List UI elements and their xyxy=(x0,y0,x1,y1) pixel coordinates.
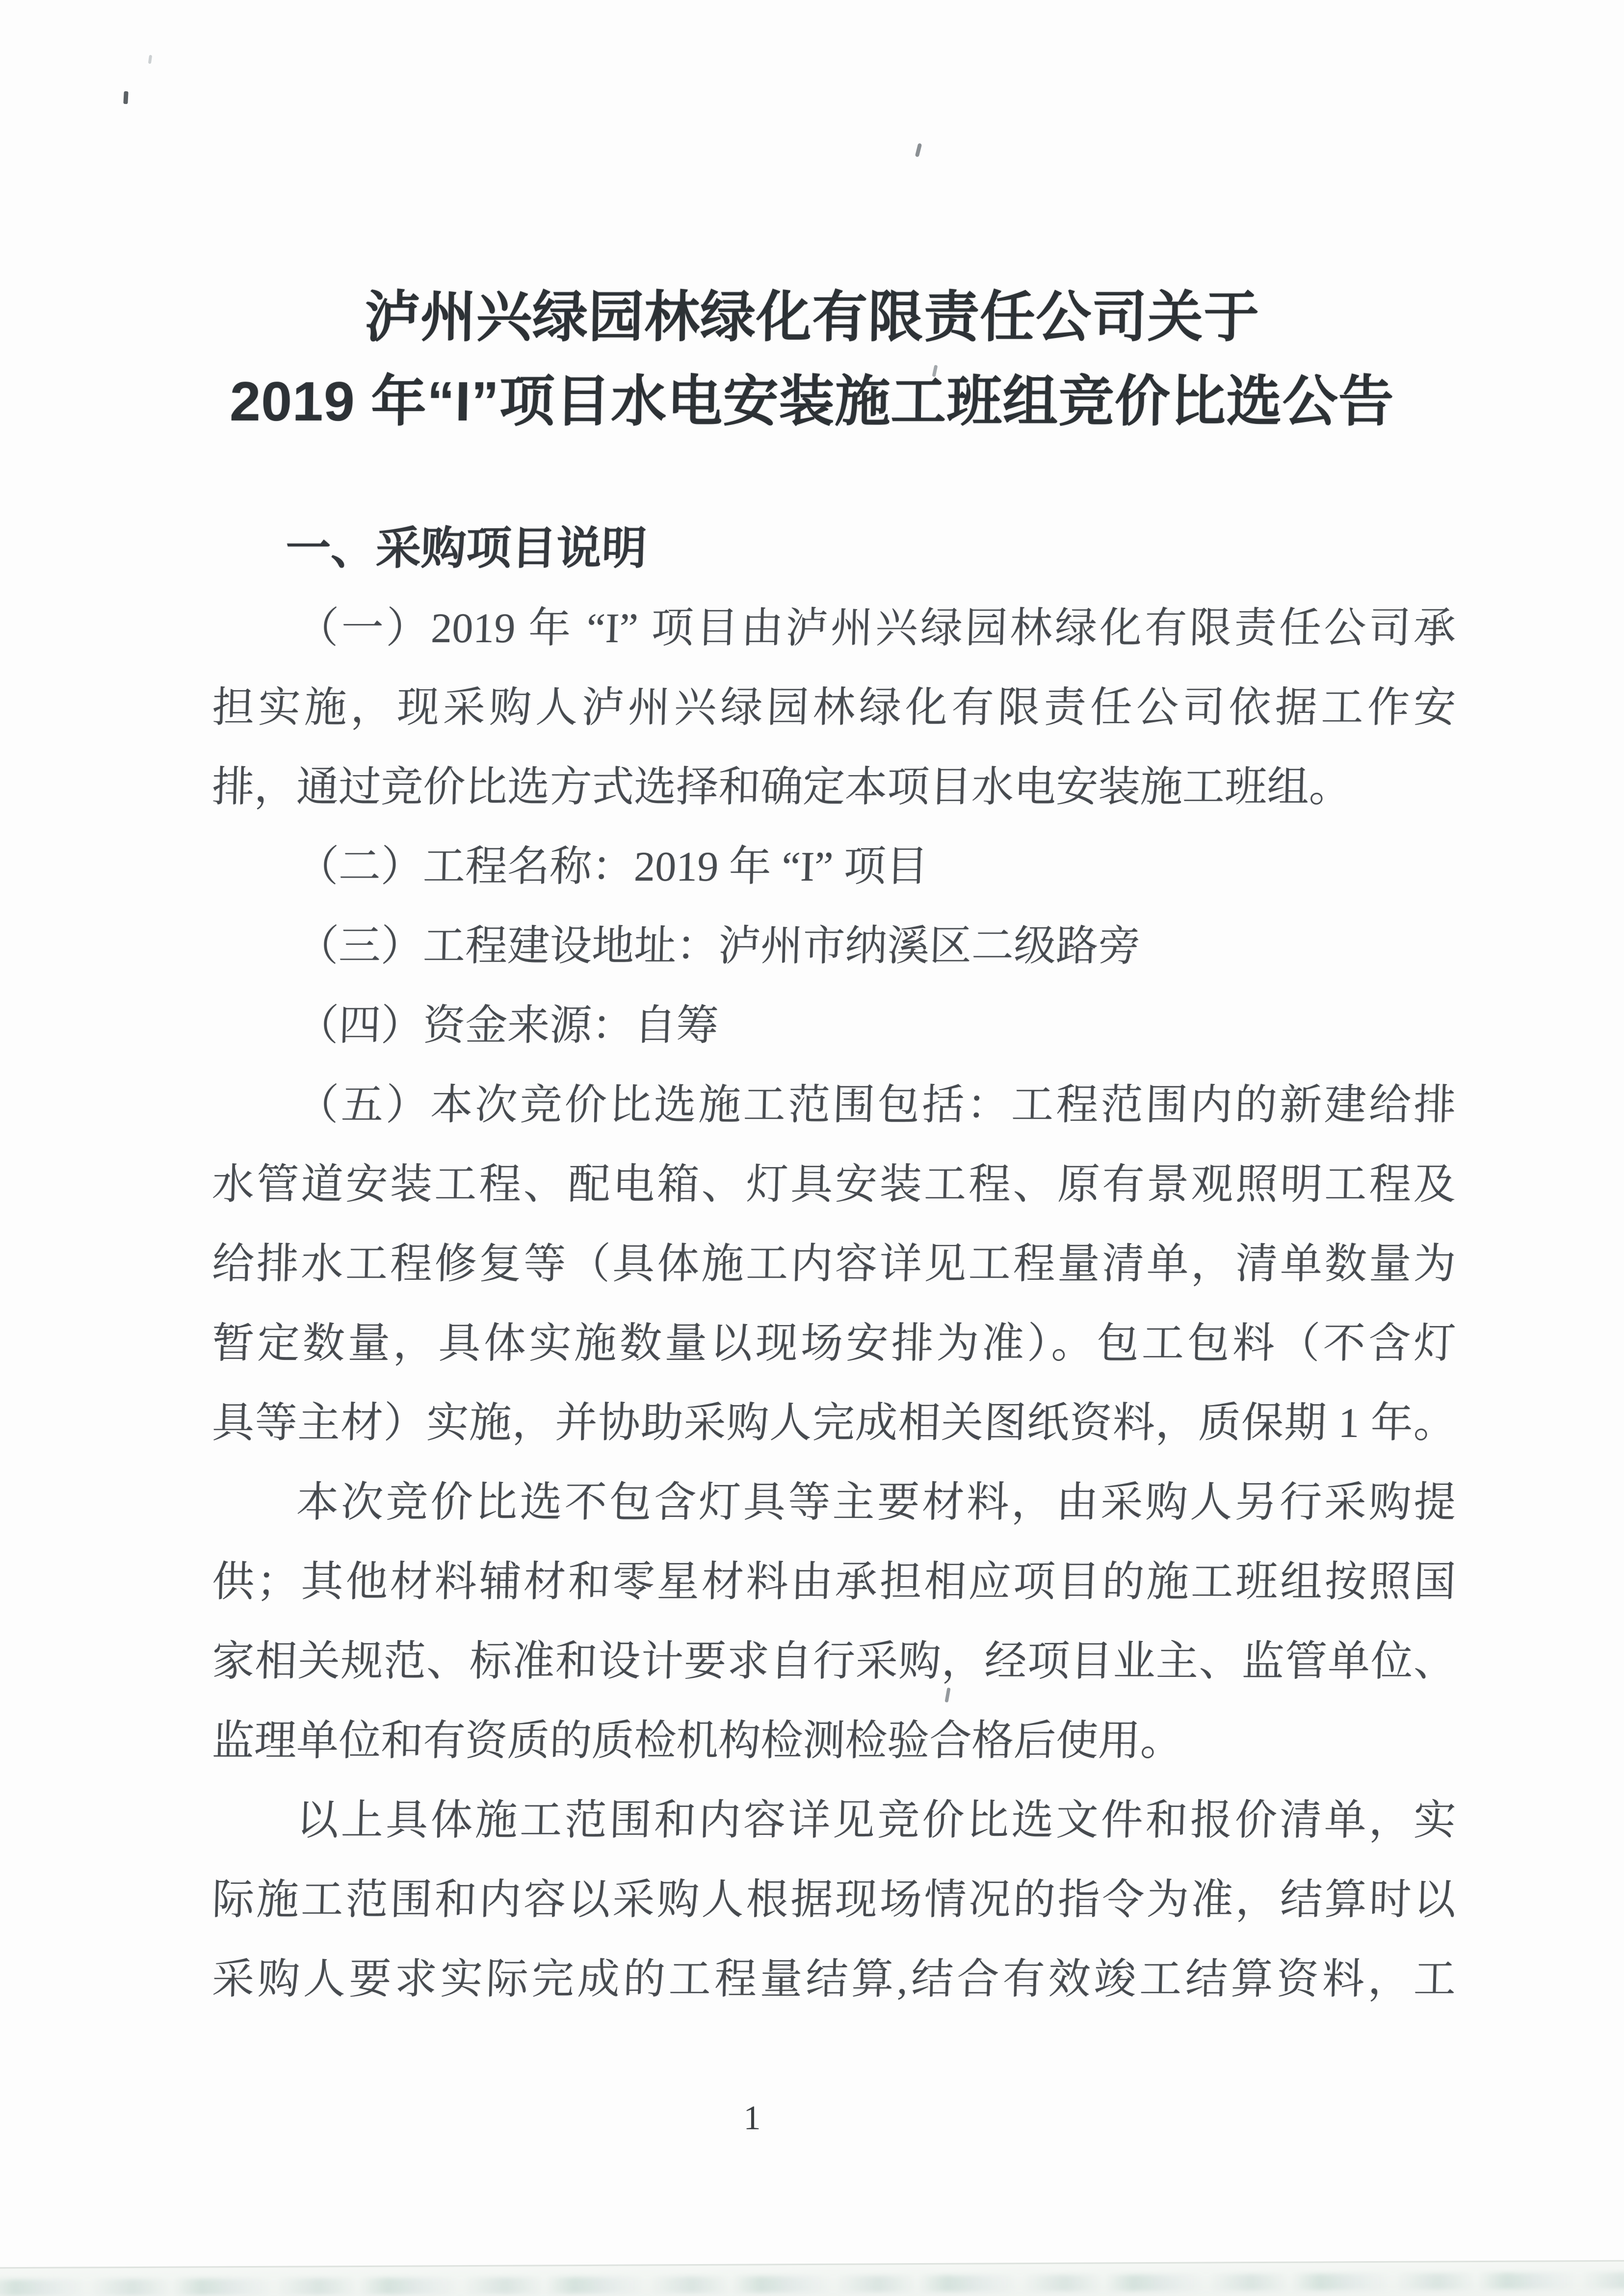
body-text-block xyxy=(211,509,1455,2019)
text-line-13: 本次竞价比选不包含灯具等主要材料，由采购人另行采购提 xyxy=(295,1479,1457,1526)
text-line-11: 暂定数量，具体实施数量以现场安排为准）。包工包料（不含灯 xyxy=(211,1320,1457,1367)
text-line-14: 供；其他材料辅材和零星材料由承担相应项目的施工班组按照国 xyxy=(211,1558,1457,1605)
text-line-16: 监理单位和有资质的质检机构检测检验合格后使用。 xyxy=(211,1717,1183,1764)
text-line-17: 以上具体施工范围和内容详见竞价比选文件和报价清单，实 xyxy=(295,1797,1457,1844)
scan-speck xyxy=(915,143,922,157)
text-line-4: 排，通过竞价比选方式选择和确定本项目水电安装施工班组。 xyxy=(211,763,1352,810)
text-line-19: 采购人要求实际完成的工程量结算,结合有效竣工结算资料，工 xyxy=(211,1956,1457,2003)
text-line-2: （一）2019 年 “I” 项目由泸州兴绿园林绿化有限责任公司承 xyxy=(295,604,1457,652)
text-line-6: （三）工程建设地址：泸州市纳溪区二级路旁 xyxy=(295,922,1141,969)
text-line-10: 给排水工程修复等（具体施工内容详见工程量清单，清单数量为 xyxy=(211,1240,1457,1287)
document-title xyxy=(0,275,1624,444)
scan-speck xyxy=(148,55,152,64)
scan-edge-artifact xyxy=(0,2260,1624,2296)
document-title-line-1: 泸州兴绿园林绿化有限责任公司关于 xyxy=(364,286,1260,348)
section-heading: 一、采购项目说明 xyxy=(285,523,648,574)
text-line-15: 家相关规范、标准和设计要求自行采购，经项目业主、监管单位、 xyxy=(211,1638,1457,1685)
text-line-8: （五）本次竞价比选施工范围包括：工程范围内的新建给排 xyxy=(295,1081,1457,1128)
text-line-3: 担实施，现采购人泸州兴绿园林绿化有限责任公司依据工作安 xyxy=(211,684,1457,731)
scan-speck xyxy=(123,91,128,104)
text-line-18: 际施工范围和内容以采购人根据现场情况的指令为准，结算时以 xyxy=(211,1876,1457,1923)
text-line-9: 水管道安装工程、配电箱、灯具安装工程、原有景观照明工程及 xyxy=(211,1161,1457,1208)
document-title-line-2: 2019 年“I”项目水电安装施工班组竞价比选公告 xyxy=(229,370,1395,432)
text-line-7: （四）资金来源：自筹 xyxy=(295,1002,719,1049)
text-line-12: 具等主材）实施，并协助采购人完成相关图纸资料，质保期 1 年。 xyxy=(211,1399,1457,1446)
page-showthrough-ghost xyxy=(0,2272,1624,2296)
text-line-5: （二）工程名称：2019 年 “I” 项目 xyxy=(295,843,929,890)
page-number: 1 xyxy=(743,2099,761,2137)
